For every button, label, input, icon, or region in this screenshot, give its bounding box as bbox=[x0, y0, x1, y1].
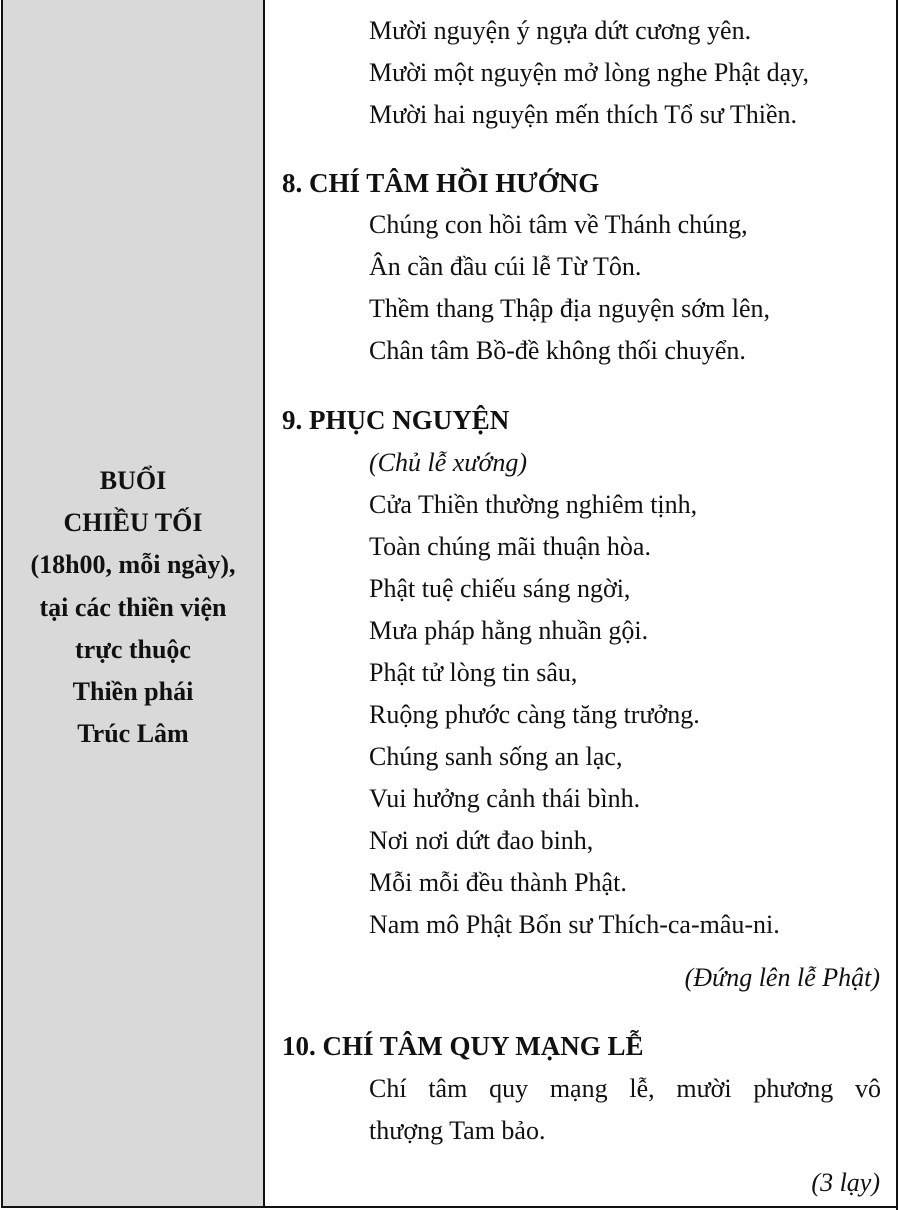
verse-line: Chân tâm Bồ-đề không thối chuyển. bbox=[369, 336, 746, 365]
verse-word: mạng bbox=[549, 1074, 608, 1103]
verse-line: Mưa pháp hằng nhuần gội. bbox=[369, 616, 649, 645]
session-label bbox=[3, 460, 263, 755]
table-bottom-border bbox=[264, 1206, 898, 1208]
section-heading-9: 9. PHỤC NGUYỆN bbox=[282, 405, 510, 435]
verse-line: Toàn chúng mãi thuận hòa. bbox=[369, 532, 651, 561]
verse-line: thượng Tam bảo. bbox=[369, 1116, 546, 1145]
session-label-line: trực thuộc bbox=[75, 634, 191, 664]
verse-line: Chúng con hồi tâm về Thánh chúng, bbox=[369, 210, 748, 239]
session-label-line: BUỔI bbox=[99, 466, 167, 495]
verse-word: Chí bbox=[369, 1074, 407, 1103]
verse-line: Thềm thang Thập địa nguyện sớm lên, bbox=[369, 294, 771, 323]
verse-word: lễ, bbox=[629, 1074, 655, 1103]
session-label-line: (18h00, mỗi ngày), bbox=[30, 550, 236, 580]
verse-line: Mỗi mỗi đều thành Phật. bbox=[369, 868, 627, 897]
verse-word: tâm bbox=[428, 1074, 468, 1103]
verse-line: Nơi nơi dứt đao binh, bbox=[369, 826, 594, 855]
table-right-border bbox=[896, 0, 898, 1210]
verse-line: Phật tử lòng tin sâu, bbox=[369, 658, 578, 687]
ritual-note: (Đứng lên lễ Phật) bbox=[684, 963, 880, 992]
section-heading-10: 10. CHÍ TÂM QUY MẠNG LỄ bbox=[282, 1031, 644, 1061]
session-label-line: CHIỀU TỐI bbox=[63, 508, 203, 538]
ritual-note: (3 lạy) bbox=[811, 1168, 880, 1197]
verse-line: Mười nguyện ý ngựa dứt cương yên. bbox=[369, 16, 752, 45]
verse-line: Mười hai nguyện mến thích Tổ sư Thiền. bbox=[369, 100, 798, 129]
verse-line: Vui hưởng cảnh thái bình. bbox=[369, 784, 641, 813]
verse-word: vô bbox=[855, 1074, 881, 1103]
verse-line: Phật tuệ chiếu sáng ngời, bbox=[369, 574, 631, 603]
verse-line-justified bbox=[369, 1072, 881, 1106]
verse-line: Ân cần đầu cúi lễ Từ Tôn. bbox=[369, 252, 642, 281]
section-heading-8: 8. CHÍ TÂM HỒI HƯỚNG bbox=[282, 168, 600, 198]
verse-line: Nam mô Phật Bổn sư Thích-ca-mâu-ni. bbox=[369, 910, 780, 939]
verse-line: Cửa Thiền thường nghiêm tịnh, bbox=[369, 490, 698, 519]
liturgy-content-cell bbox=[265, 0, 896, 1206]
verse-word: quy bbox=[489, 1074, 529, 1103]
verse-line: Mười một nguyện mở lòng nghe Phật dạy, bbox=[369, 58, 809, 87]
verse-word: phương bbox=[753, 1074, 834, 1103]
officiant-instruction: (Chủ lễ xướng) bbox=[369, 448, 528, 477]
session-label-line: tại các thiền viện bbox=[39, 592, 227, 622]
verse-word: mười bbox=[676, 1074, 732, 1103]
verse-line: Chúng sanh sống an lạc, bbox=[369, 742, 623, 771]
verse-line: Ruộng phước càng tăng trưởng. bbox=[369, 700, 700, 729]
session-label-line: Trúc Lâm bbox=[77, 719, 189, 749]
session-label-line: Thiền phái bbox=[72, 677, 194, 707]
left-label-cell bbox=[1, 0, 265, 1208]
